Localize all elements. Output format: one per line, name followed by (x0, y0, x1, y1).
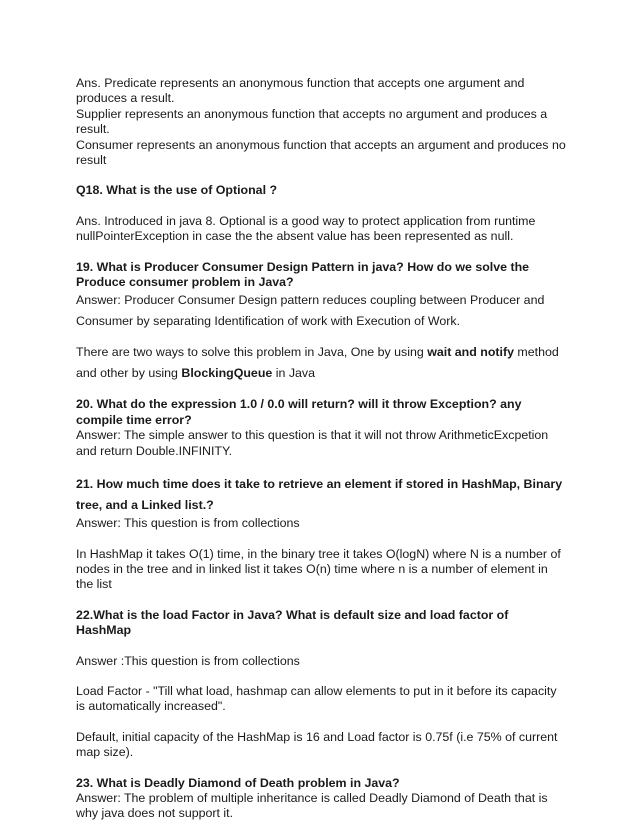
q19-question: 19. What is Producer Consumer Design Pattern in java? How do we solve the Produce consumer problem in Java? (76, 259, 530, 290)
q19-answer: Answer: Producer Consumer Design pattern reduces coupling between Producer and Consumer by separating Identification of work with Execution of Work. (76, 293, 545, 329)
q23-question: 23. What is Deadly Diamond of Death problem in Java? (76, 775, 400, 790)
q23-answer: Answer: The problem of multiple inheritance is called Deadly Diamond of Death that is why java does not support it. (76, 790, 548, 821)
q22-paragraph-3: Default, initial capacity of the HashMap is 16 and Load factor is 0.75f (i.e 75% of current map size). (76, 729, 558, 760)
q20-question: 20. What do the expression 1.0 / 0.0 will return? will it throw Exception? any compile time error? (76, 397, 522, 427)
q22-paragraph-2: Load Factor - "Till what load, hashmap can allow elements to put in it before its capacity is automatically increased". (76, 683, 557, 714)
q17-answer-predicate: Ans. Predicate represents an anonymous function that accepts one argument and produces a result. (76, 76, 525, 106)
q19-paragraph-2 (76, 342, 566, 384)
q21-question: 21. How much time does it take to retrieve an element if stored in HashMap, Binary tree, and a Linked list.? (76, 477, 563, 513)
q22-answer: Answer :This question is from collections (76, 653, 300, 668)
q20-answer: Answer: The simple answer to this question is that it will not throw ArithmeticExcpetion and return Double.INFINITY. (76, 428, 549, 458)
q22-question: 22.What is the load Factor in Java? What is default size and load factor of HashMap (76, 607, 509, 638)
document-content (76, 76, 566, 822)
q21-answer: Answer: This question is from collections (76, 516, 300, 531)
q18-answer: Ans. Introduced in java 8. Optional is a good way to protect application from runtime nullPointerException in case the the absent value has been represented as null. (76, 213, 536, 244)
q17-answer-consumer: Consumer represents an anonymous function that accepts an argument and produces no result (76, 137, 566, 168)
q18-question: Q18. What is the use of Optional ? (76, 183, 278, 198)
q17-answer-supplier: Supplier represents an anonymous function that accepts no argument and produces a result. (76, 106, 548, 137)
q19-p2-text-3: in Java (272, 366, 315, 381)
q19-p2-bold-wait-notify: wait and notify (427, 345, 514, 360)
q19-p2-bold-blockingqueue: BlockingQueue (181, 366, 273, 381)
q19-p2-text-2: method and other by using (76, 345, 559, 381)
q21-paragraph-2: In HashMap it takes O(1) time, in the binary tree it takes O(logN) where N is a number of nodes in the tree and in linked list it takes O(n) time where n is a number of element in the list (76, 546, 561, 592)
q19-p2-text-1: There are two ways to solve this problem in Java, One by using (76, 345, 428, 360)
